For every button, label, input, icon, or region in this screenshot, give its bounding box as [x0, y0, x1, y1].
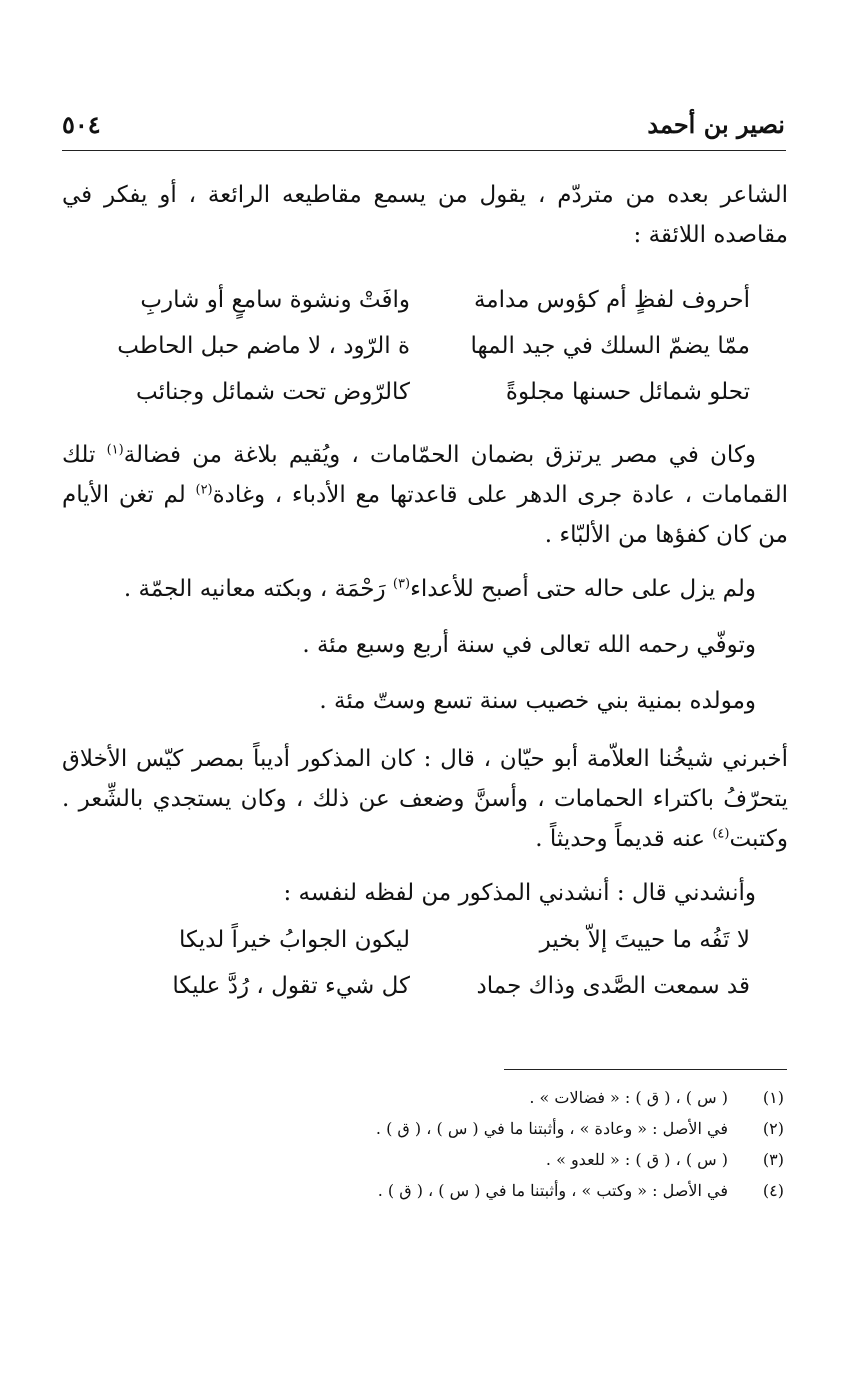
footnote-text: ( س ) ، ( ق ) : « للعدو » .: [545, 1150, 728, 1169]
verse-line: [62, 323, 788, 369]
verse-second-hemistich: كالرّوض تحت شمائل وجنائب: [136, 379, 410, 405]
running-header: [62, 108, 785, 146]
verse-first-hemistich: قد سمعت الصَّدى وذاك جماد: [476, 973, 750, 999]
paragraph-report: [62, 739, 788, 859]
footnote-number: (٤): [762, 1181, 784, 1200]
verse-line: [62, 963, 788, 1009]
paragraph-bathhouses: [62, 435, 788, 555]
paragraph-condition: [62, 569, 788, 609]
poem-1: [62, 277, 788, 415]
footnote-divider: [504, 1069, 787, 1070]
verse-first-hemistich: لا تَفُه ما حييتَ إلاّ بخير: [539, 927, 750, 953]
verse-line: [62, 369, 788, 415]
verse-line: [62, 917, 788, 963]
header-divider: [62, 150, 786, 151]
main-text: [62, 175, 788, 1009]
running-title: نصير بن أحمد: [647, 110, 785, 139]
verse-line: [62, 277, 788, 323]
paragraph-text: وكان في مصر يرتزق بضمان الحمّامات ، ويُقيم بلاغة من فضالة: [123, 442, 756, 468]
paragraph-text: عنه قديماً وحديثاً .: [535, 826, 713, 852]
footnote-text: في الأصل : « وعادة » ، وأثبتنا ما في ( س ) ، ( ق ) .: [375, 1119, 728, 1138]
paragraph-intro: الشاعر بعده من متردّم ، يقول من يسمع مقاطيعه الرائعة ، أو يفكر في مقاصده اللائقة :: [62, 182, 788, 248]
footnote-ref-3: (٣): [392, 576, 411, 592]
verse-first-hemistich: أحروف لفظٍ أم كؤوس مدامة: [473, 287, 750, 313]
verse-first-hemistich: تحلو شمائل حسنها مجلوةً: [505, 379, 750, 405]
footnote-item: [62, 1113, 788, 1144]
verse-second-hemistich: وافَتْ ونشوة سامعٍ أو شاربِ: [140, 287, 410, 313]
footnote-ref-4: (٤): [712, 826, 730, 842]
paragraph-death: وتوفّي رحمه الله تعالى في سنة أربع وسبع مئة .: [302, 632, 756, 658]
verse-second-hemistich: ليكون الجوابُ خيراً لديكا: [179, 927, 410, 953]
paragraph-text: لم تغن الأيام من كان كفؤها من الألبّاء .: [62, 482, 788, 548]
footnote-number: (١): [762, 1088, 784, 1107]
footnote-text: ( س ) ، ( ق ) : « فضالات » .: [529, 1088, 728, 1107]
paragraph-recited: وأنشدني قال : أنشدني المذكور من لفظه لنفسه :: [283, 880, 756, 906]
footnote-item: [62, 1175, 788, 1206]
page-number: ٥٠٤: [62, 110, 101, 139]
verse-second-hemistich: كل شيء تقول ، رُدَّ عليكا: [172, 973, 410, 999]
footnote-number: (٢): [762, 1119, 784, 1138]
footnote-item: [62, 1082, 788, 1113]
paragraph-text: ولم يزل على حاله حتى أصبح للأعداء: [410, 576, 756, 602]
paragraph-text: أخبرني شيخُنا العلاّمة أبو حيّان ، قال : كان المذكور أديباً بمصر كيّس الأخلاق يتحرّفُ باكتراء الحمامات ، وأسنَّ وضعف عن ذلك ، وكان يستجدي بالشِّعر . وكتبت: [62, 746, 788, 852]
footnotes: [62, 1082, 788, 1206]
paragraph-text: رَحْمَة ، وبكته معانيه الجمّة .: [123, 576, 393, 602]
verse-first-hemistich: ممّا يضمّ السلك في جيد المها: [470, 333, 750, 359]
paragraph-birth: ومولده بمنية بني خصيب سنة تسع وستّ مئة .: [319, 688, 756, 714]
footnote-number: (٣): [762, 1150, 784, 1169]
paragraph-text: تلك القمامات ، عادة جرى الدهر على قاعدتها مع الأدباء ، وغادة: [62, 442, 788, 508]
poem-2: [62, 917, 788, 1009]
footnote-text: في الأصل : « وكتب » ، وأثبتنا ما في ( س ) ، ( ق ) .: [377, 1181, 728, 1200]
footnote-ref-1: (١): [106, 442, 124, 458]
footnote-ref-2: (٢): [195, 482, 213, 498]
footnote-item: [62, 1144, 788, 1175]
verse-second-hemistich: ة الرّود ، لا ماضم حبل الحاطب: [117, 333, 410, 359]
